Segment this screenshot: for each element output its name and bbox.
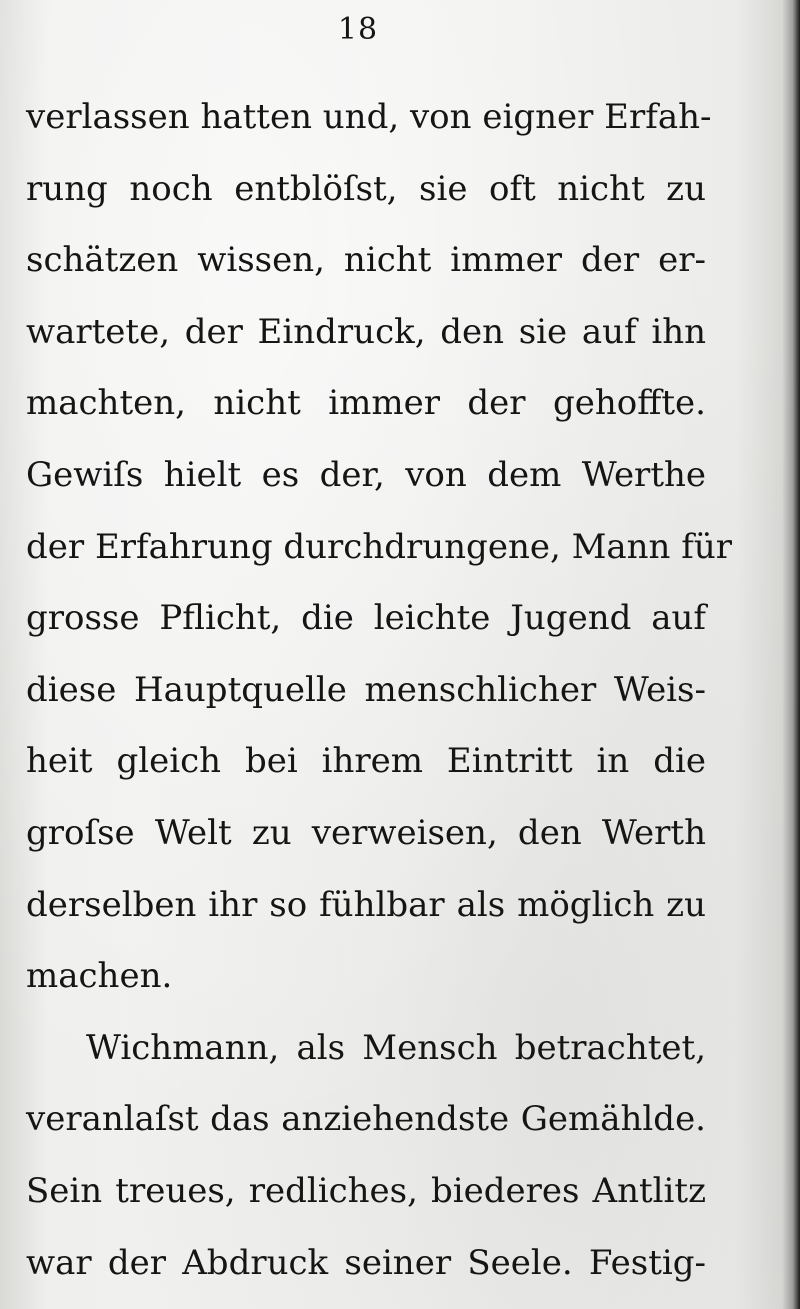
text-line-4: wartete, der Eindruck, den sie auf ihn bbox=[26, 311, 706, 352]
text-line-9: diese Hauptquelle menschlicher Weis- bbox=[26, 669, 706, 710]
text-line-6: Gewiſs hielt es der, von dem Werthe bbox=[26, 454, 706, 495]
text-line-5: machten, nicht immer der gehoffte. bbox=[26, 383, 706, 424]
text-line-3: schätzen wissen, nicht immer der er- bbox=[26, 240, 706, 281]
text-line-7: der Erfahrung durchdrungene, Mann für bbox=[26, 526, 732, 567]
body-text bbox=[26, 82, 732, 1299]
text-line-16: Sein treues, redliches, biederes Antlitz bbox=[26, 1170, 706, 1211]
text-line-11: groſse Welt zu verweisen, den Werth bbox=[26, 812, 706, 853]
text-line-2: rung noch entblöſst, sie oft nicht zu bbox=[26, 168, 706, 209]
text-line-1: verlassen hatten und, von eigner Erfah- bbox=[26, 97, 712, 137]
text-line-10: heit gleich bei ihrem Eintritt in die bbox=[26, 741, 706, 782]
text-line-12: derselben ihr so fühlbar als möglich zu bbox=[26, 884, 706, 925]
text-line-8: grosse Pflicht, die leichte Jugend auf bbox=[26, 598, 706, 639]
text-line-15: veranlaſst das anziehendste Gemählde. bbox=[26, 1099, 706, 1140]
text-line-14: Wichmann, als Mensch betrachtet, bbox=[86, 1027, 706, 1068]
text-line-13: machen. bbox=[26, 956, 173, 997]
text-line-17: war der Abdruck seiner Seele. Festig- bbox=[26, 1242, 706, 1283]
page-number: 18 bbox=[337, 12, 379, 47]
page-edge-shadow bbox=[782, 0, 800, 1309]
